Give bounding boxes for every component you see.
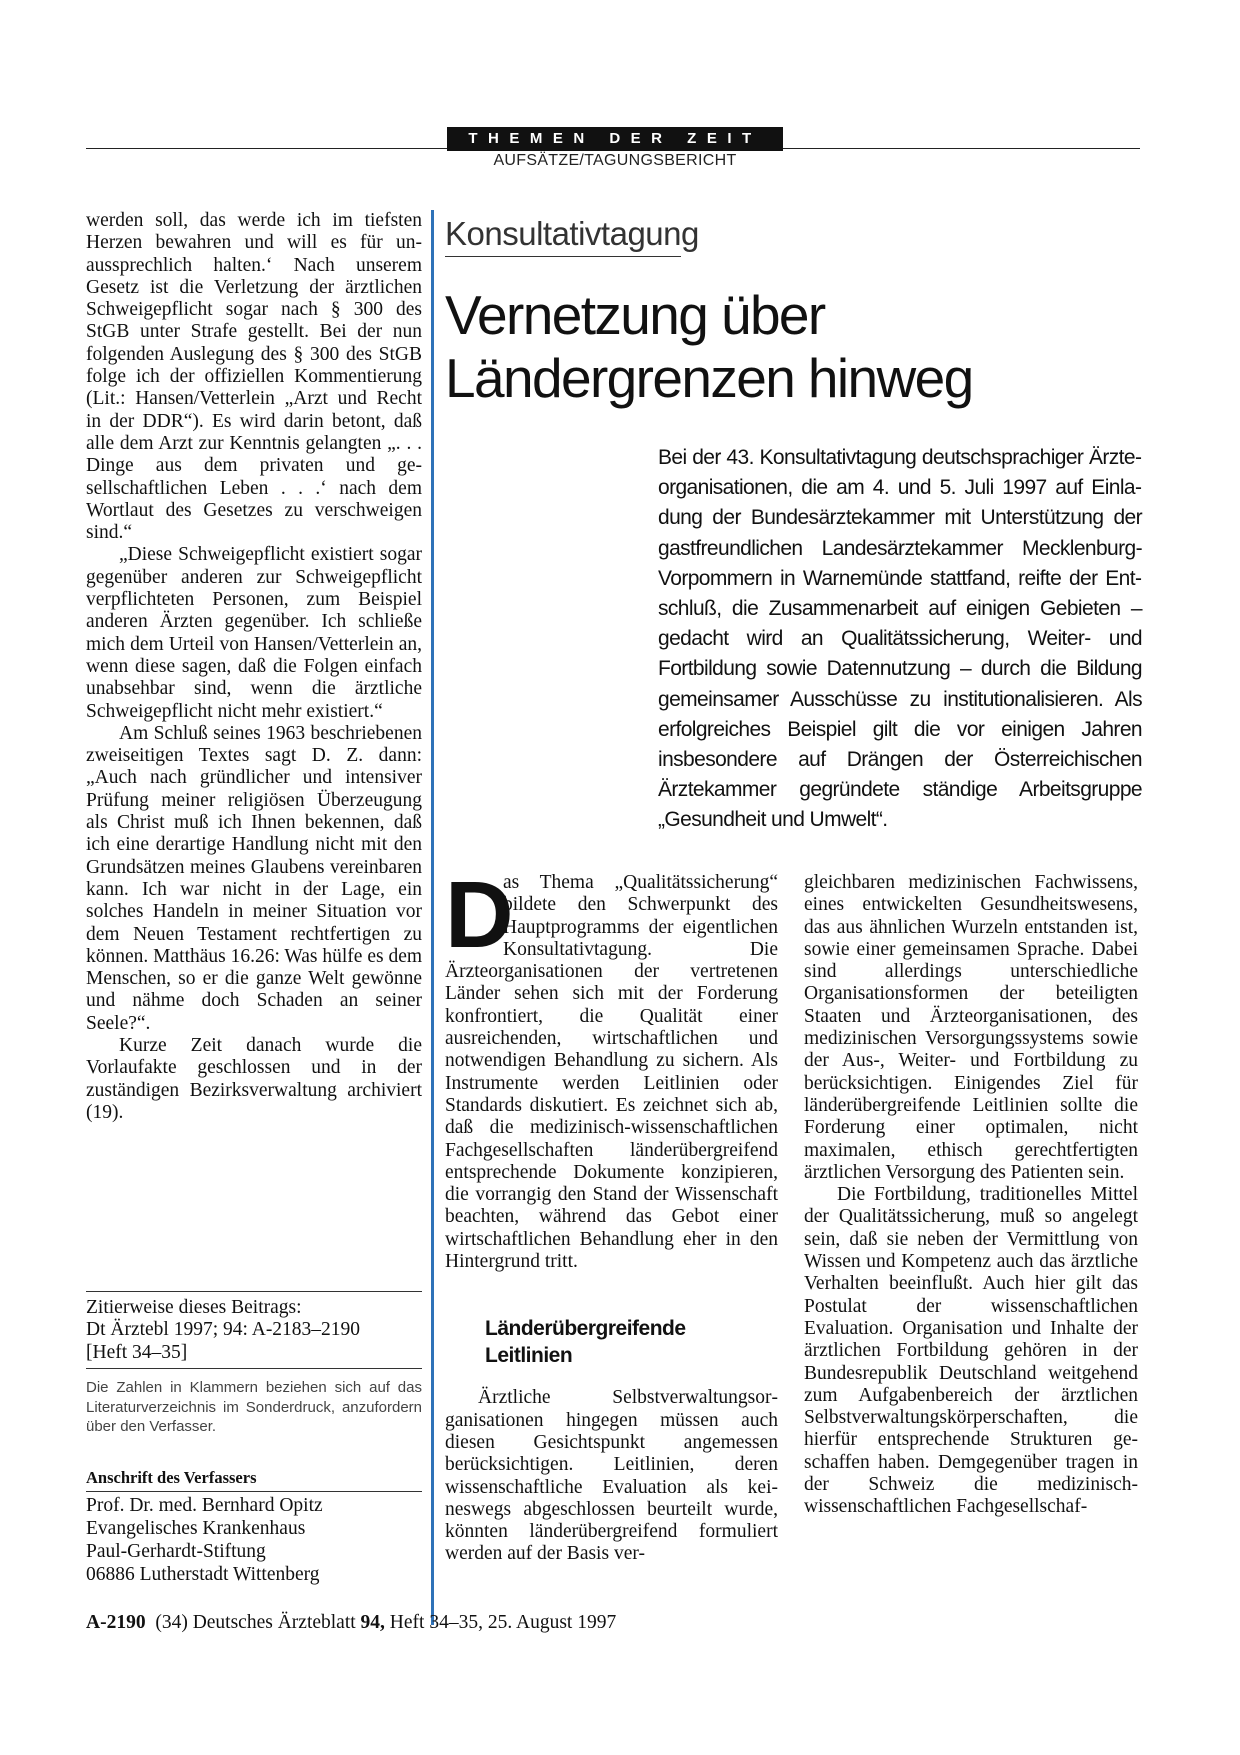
headline-line: Vernetzung über	[445, 284, 825, 346]
body-paragraph	[445, 862, 778, 1273]
article-headline	[445, 284, 1145, 410]
address-heading: Anschrift des Verfassers	[86, 1468, 257, 1487]
article-lead: Bei der 43. Konsultativtagung deutschsprachiger Ärzteorganisationen, die am 4. und 5. Juli 1997 auf Einladung der Bundesärztekammer mit Unterstützung der gastfreundlichen Landesärztekammer Mecklenburg-Vorpommern in Warnemünde stattfand, reifte der Entschluß, die Zusammenarbeit auf einigen Gebieten – gedacht wird an Qualitätssicherung, Weiter- und Fortbildung sowie Datennutzung – durch die Bildung gemeinsamer Ausschüsse zu institutionalisieren. Als erfolgreiches Beispiel gilt die vor einigen Jahren insbesondere auf Drängen der Österreichischen Ärztekammer gegründete ständige Arbeitsgruppe „Gesundheit und Umwelt“.	[658, 446, 1142, 832]
left-column	[86, 210, 422, 1124]
citation-line: Dt Ärztebl 1997; 94: A-2183–2190	[86, 1319, 361, 1341]
section-subheading: Länderübergreifende Leitlinien	[485, 1317, 686, 1368]
subsection-label: AUFSÄTZE/TAGUNGSBERICHT	[493, 152, 737, 169]
citation-rule	[86, 1291, 422, 1292]
middle-column	[445, 862, 778, 1566]
address-line: Paul-Gerhardt-Stiftung	[86, 1541, 266, 1562]
journal-volume: 94,	[360, 1612, 385, 1633]
author-address	[86, 1494, 422, 1586]
body-paragraph: Die Fortbildung, traditionelles Mittel der Qualitätssicherung, muß so angelegt sein, daß sie neben der Vermittlung von Wissen und Kompetenz auch das ärztliche Verhalten beeinflußt. Auch hier gilt das Postulat der wissenschaftlichen Evaluation. Organisation und Inhalte der ärztlichen Fortbildung gehören in der Bundesrepublik Deutschland weitgehend zum Aufgabenbereich der ärztlichen Selbstverwaltungskörperschaften, die hierfür entsprechende Strukturen geschaffen haben. Demgegenüber tragen in der Schweiz die medizinisch-wissenschaftlichen Fachgesellschaf-	[804, 1184, 1138, 1518]
citation-block	[86, 1297, 422, 1364]
left-paragraph: Kurze Zeit danach wurde die Vorlaufakte geschlossen und in der zuständigen Bezirksverwaltung archiviert (19).	[86, 1034, 422, 1123]
headline-line: Ländergrenzen hinweg	[445, 347, 973, 409]
drop-cap: D	[445, 862, 510, 968]
page-footer	[86, 1612, 616, 1634]
address-line: Prof. Dr. med. Bernhard Opitz	[86, 1495, 323, 1516]
left-paragraph: werden soll, das werde ich im tiefsten Herzen bewahren und will es für unaussprechlich halten.‘ Nach unserem Gesetz ist die Verletzung der ärztlichen Schweigepflicht sogar nach § 300 des StGB unter Strafe gestellt. Bei der nun folgenden Auslegung des § 300 des StGB folge ich der offiziellen Kommentierung (Lit.: Hansen/Vetterlein „Arzt und Recht in der DDR“). Es wird darin betont, daß alle dem Arzt zur Kenntnis gelangten „. . . Dinge aus dem privaten und gesellschaftlichen Leben . . .‘ nach dem Wortlaut des Gesetzes zu verschweigen sind.“	[86, 210, 422, 544]
address-line: 06886 Lutherstadt Wittenberg	[86, 1564, 320, 1585]
citation-rule	[86, 1368, 422, 1369]
kicker-underline	[445, 256, 681, 257]
citation-line: Zitierweise dieses Beitrags:	[86, 1297, 302, 1318]
page-number: A-2190	[86, 1612, 146, 1633]
journal-issue: (34) Deutsches Ärzteblatt	[155, 1612, 356, 1633]
article-kicker: Konsultativtagung	[445, 215, 699, 252]
address-line: Evangelisches Krankenhaus	[86, 1518, 306, 1539]
section-label: THEMEN DER ZEIT	[447, 127, 783, 151]
citation-line: [Heft 34–35]	[86, 1341, 188, 1363]
address-rule	[86, 1491, 422, 1492]
left-paragraph: Am Schluß seines 1963 beschriebenen zweiseitigen Textes sagt D. Z. dann: „Auch nach gründlicher und intensiver Prüfung meiner religiösen Überzeugung als Christ muß ich Ihnen bekennen, daß ich eine derartige Handlung nicht mit den Grundsätzen meines Glaubens vereinbaren kann. Ich war nicht in der Lage, ein solches Handeln in meiner Situation vor dem Neuen Testament rechtfertigen zu können. Matthäus 16.26: Was hülfe es dem Menschen, so er die ganze Welt gewönne und nähme doch Schaden an seiner Seele?“.	[86, 722, 423, 1034]
body-paragraph: Ärztliche Selbstverwaltungsorganisationen hingegen müssen auch diesen Gesichtspunkt angemessen berücksichtigen. Leitlinien, deren wissenschaftliche Evaluation als keineswegs abgeschlossen beurteilt wurde, könnten länderübergreifend formuliert werden auf der Basis ver-	[445, 1387, 778, 1565]
journal-date: Heft 34–35, 25. August 1997	[389, 1612, 617, 1633]
column-divider-bar	[431, 210, 434, 1625]
reference-note: Die Zahlen in Klammern beziehen sich auf das Literaturverzeichnis im Sonderdruck, anzufordern über den Verfasser.	[86, 1379, 422, 1435]
left-paragraph: „Diese Schweigepflicht existiert sogar gegenüber anderen zur Schweigepflicht verpflichteten Personen, zum Beispiel anderen Ärzten gegenüber. Ich schließe mich dem Urteil von Hansen/Vetterlein an, wenn diese sagen, daß die Folgen einfach unabsehbar sind, wenn die ärztliche Schweigepflicht nicht mehr existiert.“	[86, 544, 422, 722]
right-column	[804, 872, 1138, 1519]
body-text: as Thema „Qualitätssicherung“ bildete den Schwerpunkt des Hauptprogramms der eigentlichen Konsultativtagung. Die Ärzteorganisationen der vertretenen Länder sehen sich mit der Forderung konfrontiert, die Qualität einer ausreichenden, wirtschaftlichen und notwendigen Behandlung zu sichern. Als Instrumente werden Leitlinien oder Standards diskutiert. Es zeichnet sich ab, daß die medizinisch-wissenschaftlichen Fachgesellschaften länderübergreifend entsprechende Dokumente konzipieren, die vorrangig den Stand der Wissenschaft beachten, während das Gebot einer wirtschaftlichen Behandlung eher in den Hintergrund tritt.	[445, 872, 778, 1273]
body-paragraph: gleichbaren medizinischen Fachwissens, eines entwickelten Gesundheitswesens, das aus ähnlichen Wurzeln entstanden ist, sowie einer gemeinsamen Sprache. Dabei sind allerdings unterschiedliche Organisationsformen der beteiligten Staaten und Ärzteorganisationen, des medizinischen Versorgungssystems sowie der Aus-, Weiter- und Fortbildung zu berücksichtigen. Einigendes Ziel für länderübergreifende Leitlinien sollte die Forderung einer optimalen, nicht maximalen, ethisch gerechtfertigten ärztlichen Versorgung des Patienten sein.	[804, 872, 1138, 1183]
